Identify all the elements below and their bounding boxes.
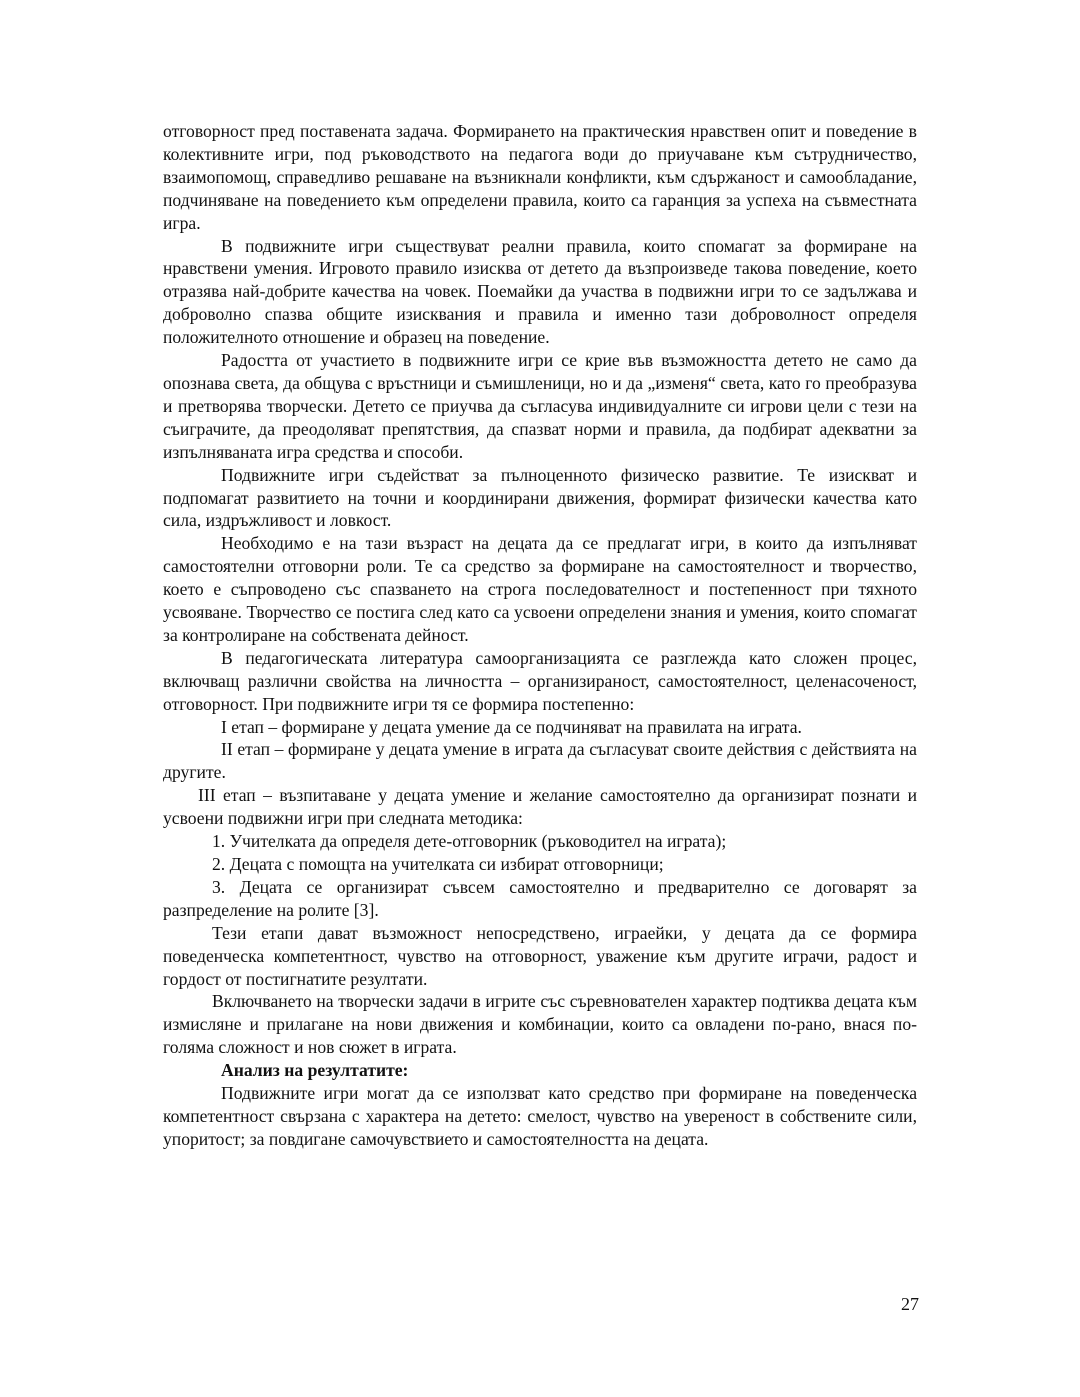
stage-three: III етап – възпитаване у децата умение и желание самостоятелно да организират познати и усвоени подвижни игри при следната методика: bbox=[163, 785, 917, 829]
method-item-3: 3. Децата се организират съвсем самостоятелно и предварително се договарят за разпределение на ролите [3]. bbox=[163, 876, 917, 920]
paragraph-stages-summary: Тези етапи дават възможност непосредствено, играейки, у децата да се формира поведенческа компетентност, чувство на отговорност, уважение към другите играчи, радост и гордост от постигнатите резултати. bbox=[163, 922, 917, 989]
paragraph-independent-roles: Необходимо е на тази възраст на децата да се предлагат игри, в които да изпълняват самостоятелни отговорни роли. Те са средство за формиране на самостоятелност и творчество, което е съпроводено със спазването на строга последователност и постепенност при тяхното усвояване. Творчество се постига след като са усвоени определени знания и умения, които спомагат за контролиране на собствената дейност. bbox=[163, 533, 917, 645]
paragraph-physical-development: Подвижните игри съдействат за пълноценното физическо развитие. Те изискват и подпомагат развитието на точни и координирани движения, формират физически качества като сила, издръжливост и ловкост. bbox=[163, 464, 917, 531]
paragraph-rules: В подвижните игри съществуват реални правила, които спомагат за формиране на нравствени умения. Игровото правило изисква от детето да възпроизведе такова поведение, което отразява най-добрите качества на човек. Поемайки да участва в подвижни игри то се задължава и доброволно спазва общите изисквания и правила и именно тази доброволност определя положителното отношение и образец на поведение. bbox=[163, 235, 917, 348]
paragraph-joy: Радостта от участието в подвижните игри се крие във възможността детето не само да опознава света, да общува с връстници и съмишленици, но и да „изменя“ света, като го преобразува и претворява творчески. Детето се приучва да съгласува индивидуалните си игрови цели с тези на съиграчите, да преодоляват препятствия, да спазват норми и правила, да подбират адекватни за изпълняваната игра средства и способи. bbox=[163, 350, 917, 462]
method-item-1: 1. Учителката да определя дете-отговорник (ръководител на играта); bbox=[212, 831, 727, 852]
paragraph-creative-tasks: Включването на творчески задачи в игрите със съревнователен характер подтиква децата към измисляне и прилагане на нови движения и комбинации, които са овладени по-рано, внася по-голяма сложност и нов сюжет в играта. bbox=[163, 991, 917, 1058]
results-heading: Анализ на резултатите: bbox=[221, 1060, 409, 1081]
document-body bbox=[163, 120, 917, 1151]
paragraph-results: Подвижните игри могат да се използват като средство при формиране на поведенческа компетентност свързана с характера на детето: смелост, чувство на увереност в собствените сили, упоритост; за повдигане самочувствието и самостоятелността на децата. bbox=[163, 1083, 917, 1149]
paragraph-continuation: отговорност пред поставената задача. Формирането на практическия нравствен опит и поведение в колективните игри, под ръководството на педагога води до приучаване към сътрудничество, взаимопомощ, справедливо решаване на възникнали конфликти, към сдържаност и самообладание, подчиняване на поведението към определени правила, които са гаранция за успеха на съвместната игра. bbox=[163, 121, 917, 233]
page-number: 27 bbox=[901, 1294, 919, 1314]
method-item-2: 2. Децата с помощта на учителката си избират отговорници; bbox=[212, 854, 664, 874]
paragraph-self-organization: В педагогическата литература самоорганизацията се разглежда като сложен процес, включващ различни свойства на личността – организираност, самостоятелност, целенасоченост, отговорност. При подвижните игри тя се формира постепенно: bbox=[163, 647, 917, 714]
stage-one: I етап – формиране у децата умение да се подчиняват на правилата на играта. bbox=[221, 716, 802, 737]
stage-two: II етап – формиране у децата умение в играта да съгласуват своите действия с действията на другите. bbox=[163, 739, 917, 783]
